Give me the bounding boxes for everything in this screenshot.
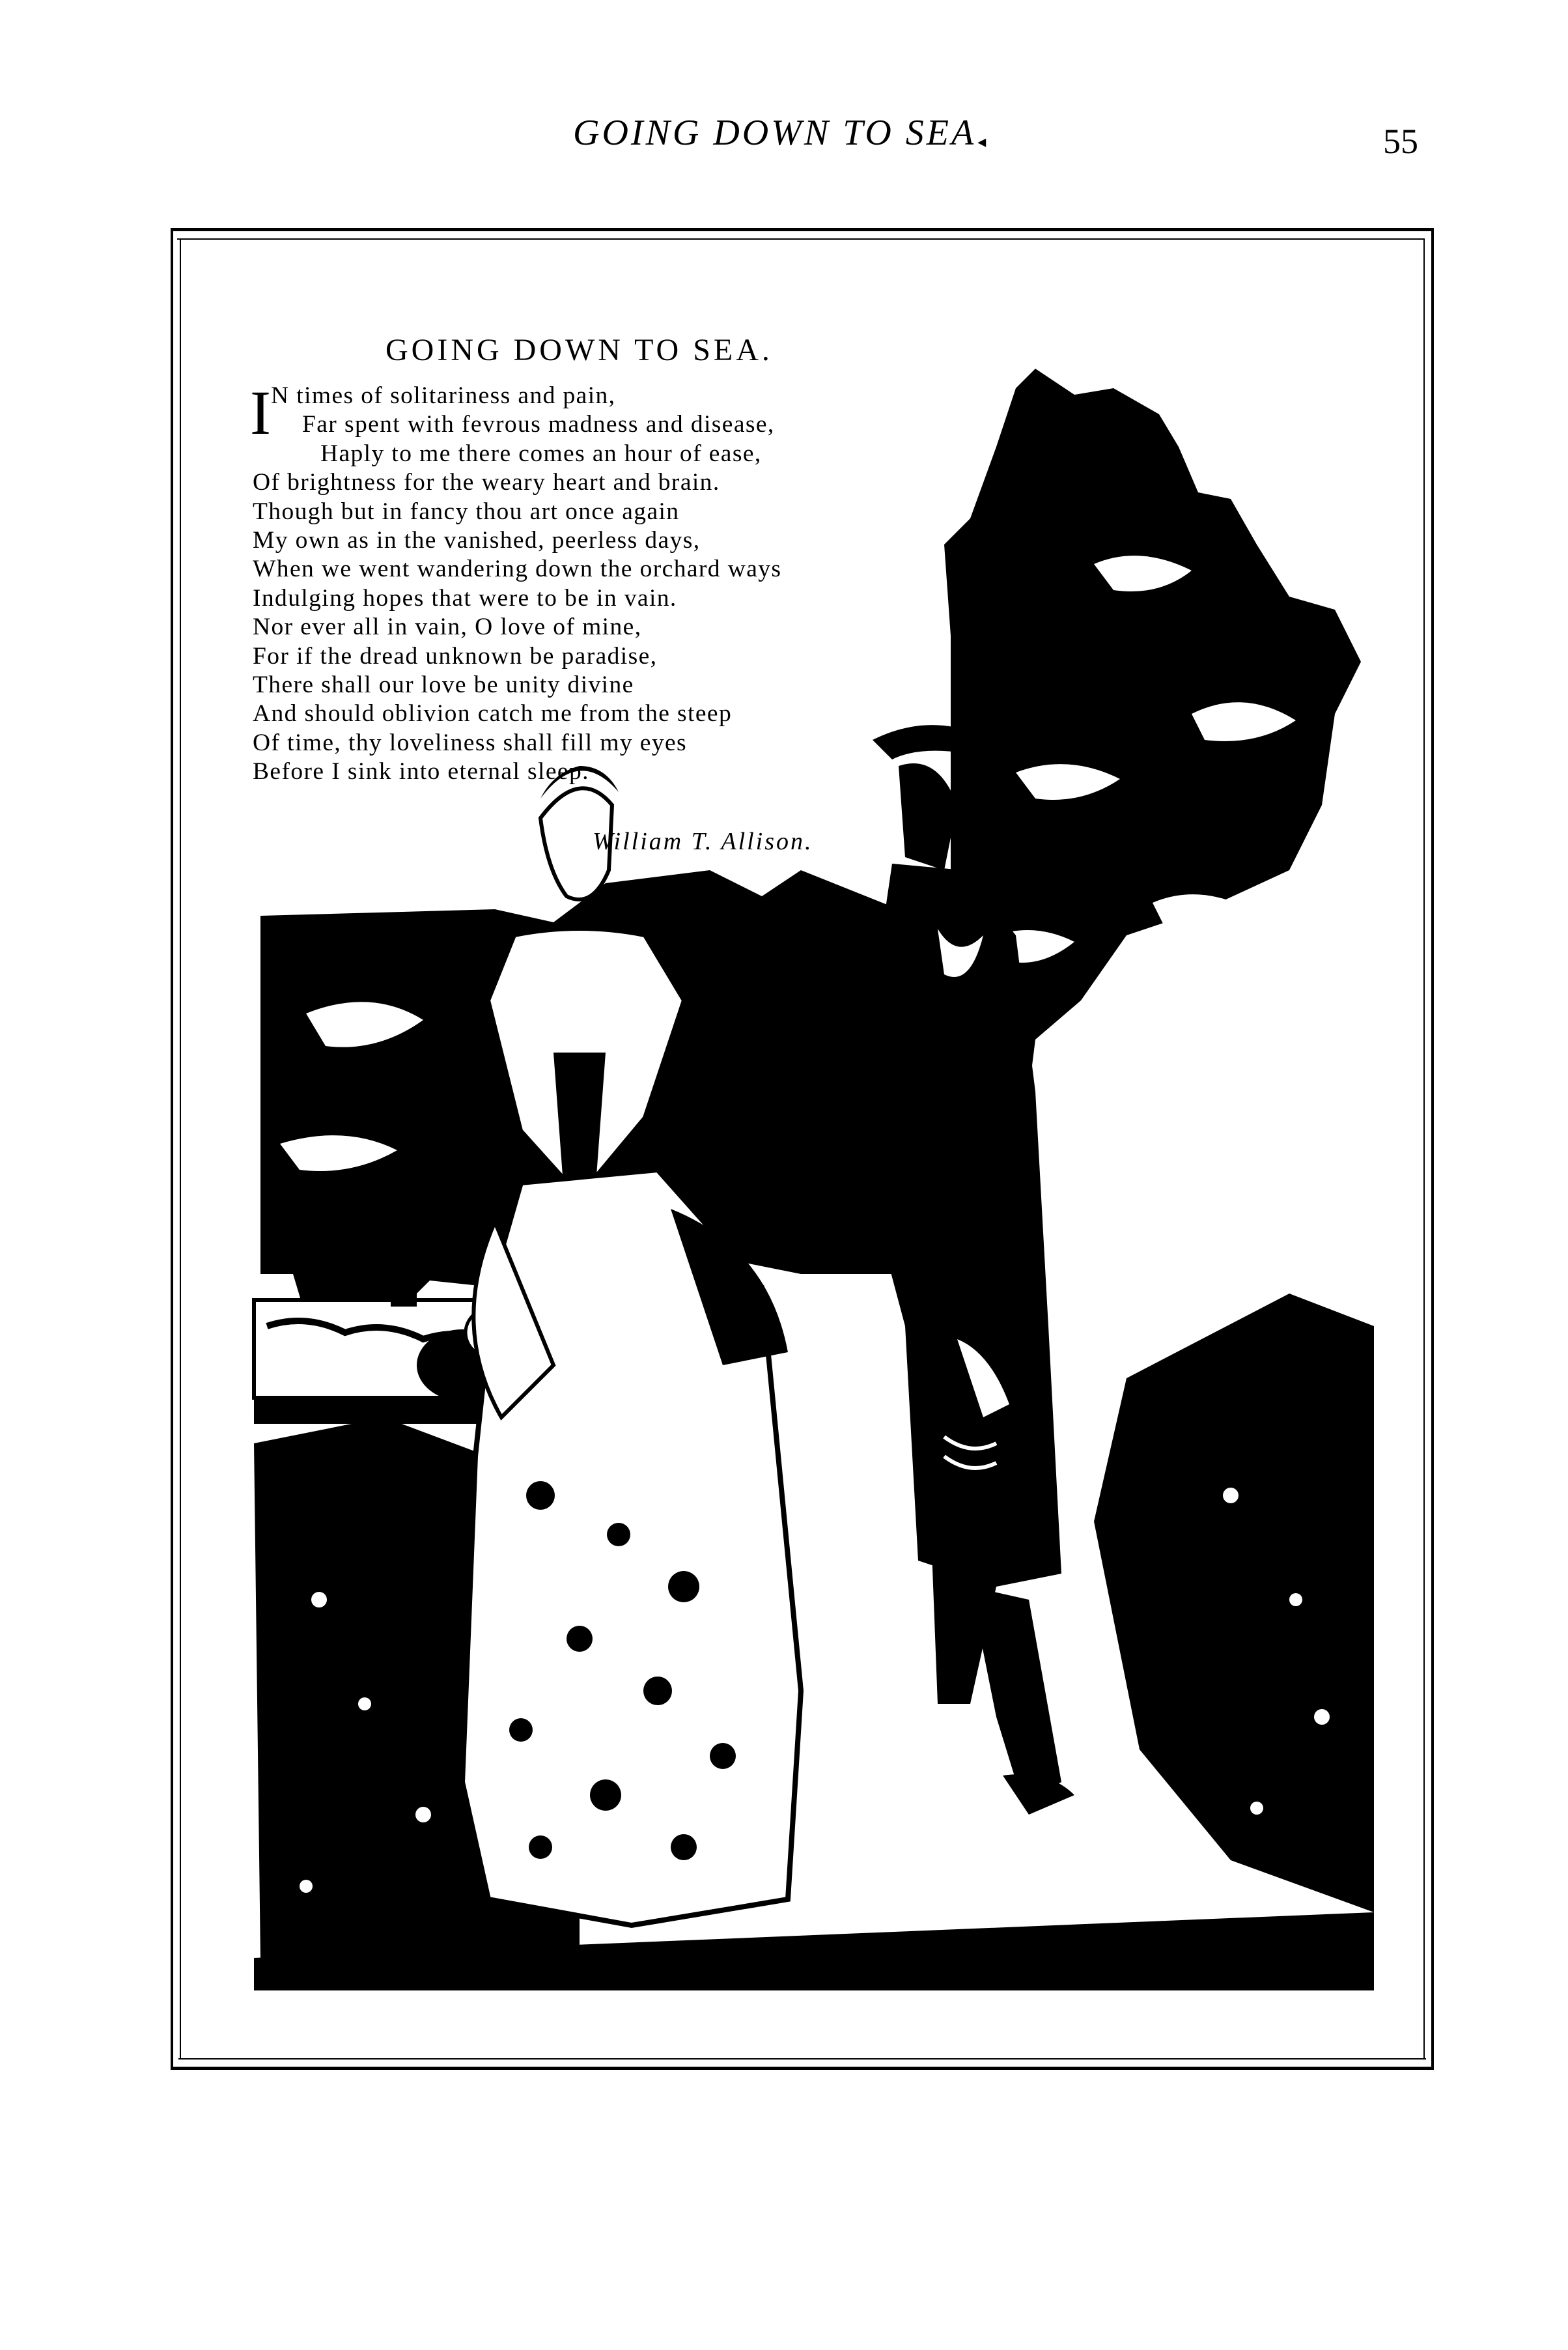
poem-line-10: For if the dread unknown be paradise, [253,642,658,670]
poem-author: William T. Allison. [593,828,813,855]
poem-title: GOING DOWN TO SEA. [385,333,773,367]
running-head [573,112,988,154]
poem-line-9: Nor ever all in vain, O love of mine, [253,614,642,641]
poem-line-4: Of brightness for the weary heart and brain. [253,469,720,496]
frame-right-rule [1431,228,1434,2070]
poem-line-1: N times of solitariness and pain, [271,382,616,409]
poem-drop-cap: I [250,378,271,447]
frame-bottom-inner-rule [178,2058,1426,2060]
frame-top-inner-rule [177,238,1425,240]
poem-body [250,378,982,786]
poem-line-12: And should oblivion catch me from the steep [253,700,733,728]
frame-bottom-rule [171,2067,1434,2070]
running-mark-icon: ◂ [977,132,989,151]
poem-line-13: Of time, thy loveliness shall fill my eyes [253,729,688,756]
poem-line-8: Indulging hopes that were to be in vain. [253,584,677,612]
poem-line-2: Far spent with fevrous madness and disease, [302,411,775,438]
poem-line-3: Haply to me there comes an hour of ease, [320,440,762,467]
poem-line-7: When we went wandering down the orchard ways [253,556,782,583]
poem-line-6: My own as in the vanished, peerless days, [253,526,701,554]
frame-left-rule [171,228,173,2070]
frame-left-inner-rule [180,238,181,2060]
frame-right-inner-rule [1423,238,1425,2060]
poem-line-14: Before I sink into eternal sleep. [253,758,589,786]
poem-line-5: Though but in fancy thou art once again [253,498,680,525]
frame-top-rule [171,228,1431,231]
running-title: GOING DOWN TO SEA [573,113,977,153]
page-number: 55 [1383,122,1418,161]
poem-line-11: There shall our love be unity divine [253,671,634,698]
